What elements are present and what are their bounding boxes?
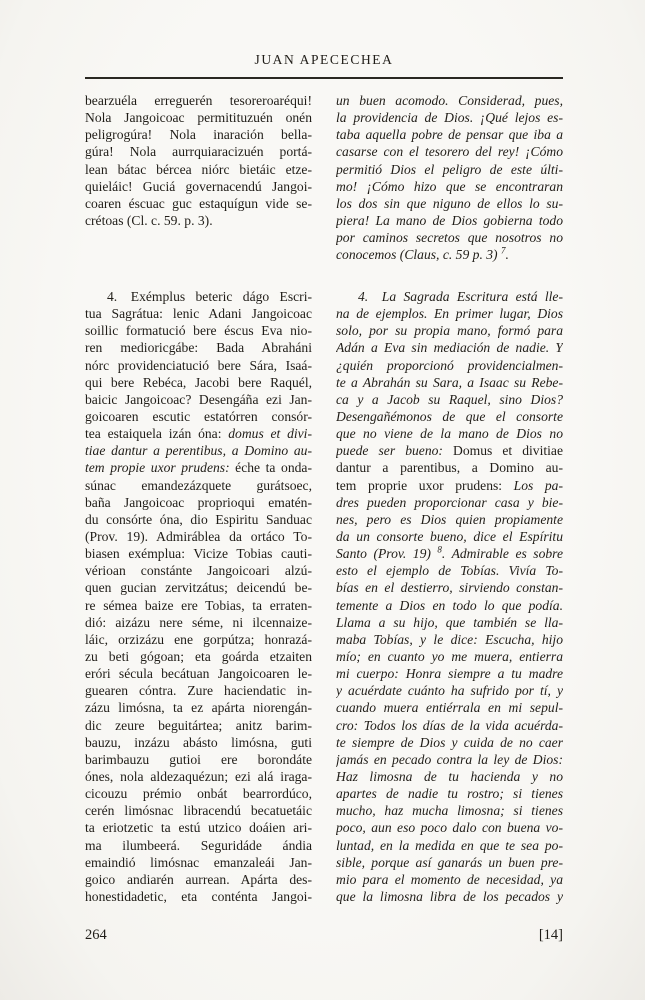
header-rule — [85, 77, 563, 79]
text-line: da un consorte bueno, dice el Espíritu — [336, 528, 563, 544]
paragraph-left-1 — [85, 92, 312, 288]
text-line: láic, orzizázu ene gorpútza; honrazá- — [85, 631, 312, 647]
text-line: ren medioricgábe: Bada Abraháni — [85, 340, 312, 356]
text-line: mo! ¡Cómo hizo que se encontraran — [336, 178, 563, 194]
text-line: los dos sin que niguno de ellos lo su- — [336, 195, 563, 211]
text-line: eróri sécula becátuan Jangoicoaren le- — [85, 666, 312, 682]
text-line: te siempre de Dios y cuida de no caer — [336, 734, 563, 750]
text-line: cuando muera entiérrala en mi sepul- — [336, 700, 563, 716]
text-line: Nola Jangoicoac permitituzuén onén — [85, 110, 312, 126]
text-line: (Prov. 19). Admiráblea da ortáco To- — [85, 528, 312, 544]
text-line: tiae dantur a perentibus, a Domino au- — [85, 443, 312, 459]
text-line: dió: aizázu nere séme, ni ilcennaize- — [85, 614, 312, 630]
text-line: coaren éscuac guc estaquígun vide se- — [85, 195, 312, 211]
text-line: mío; en cuanto yo me muera, entierra — [336, 648, 563, 664]
text-line: conocemos (Claus, c. 59 p. 3) $^7$. — [336, 246, 509, 263]
text-line: crétoas (Cl. c. 59. p. 3). — [85, 212, 213, 228]
page-header: JUAN APECECHEA — [254, 52, 394, 67]
text-line: piera! La mano de Dios gobierna todo — [336, 212, 563, 228]
text-line: re sémea baize ere Tobias, ta erraten- — [85, 597, 312, 613]
text-line: 4. Exémplus beteric dágo Escri- — [107, 289, 312, 304]
text-line: goicoaren escutic estatórren consór- — [85, 408, 312, 424]
footer-bracket-number: [14] — [538, 927, 563, 943]
text-line: súnac emandezázquete gurátsoec, — [85, 477, 312, 493]
text-line: taba aquella pobre de pensar que iba a — [336, 127, 563, 143]
text-line: que no viene de la mano de Dios no — [336, 426, 563, 442]
text-line: soillic formatució bere éscus Eva nio- — [85, 323, 312, 339]
text-line: du consórte óna, dio Espiritu Sanduac — [85, 511, 312, 527]
text-line: vérioan constánte Jangoicoari alzú- — [85, 563, 312, 579]
text-line: lean bátac bércea niórc bietáic etze- — [85, 161, 312, 177]
text-line: gúra! Nola aurrquiaracizuén portá- — [85, 144, 312, 160]
text-line: la providencia de Dios. ¡Qué lejos es- — [336, 110, 563, 126]
text-line: dantur a parentibus, a Domino au- — [336, 460, 563, 476]
text-line: Llama a su hijo, que también se lla- — [336, 614, 563, 630]
text-line: bearzuéla erreguerén tesoreroaréqui! — [85, 93, 312, 108]
text-line: esto el ejemplo de Tobías. Vivía To- — [336, 563, 563, 579]
text-line: Adán a Eva sin mediación de nadie. Y — [336, 340, 563, 356]
text-line: y acuérdate cuánto ha sufrido por tí, y — [336, 683, 563, 699]
text-line: tua Sagrátua: lenic Adani Jangoicoac — [85, 306, 312, 322]
text-line: qui bere Rebéca, Jacobi bere Raquél, — [85, 374, 312, 390]
text-line: Haz limosna de tu hacienda y no — [336, 768, 563, 784]
text-line: peligrogúra! Nola inaración bella- — [85, 127, 312, 143]
text-line: casarse con el tesorero del rey! ¡Cómo — [336, 144, 563, 160]
text-line: sible, porque así ganarás un buen pre- — [336, 854, 563, 870]
text-line: mio para el momento de necesidad, ya — [336, 871, 563, 887]
text-line: Santo (Prov. 19) $^8$. Admirable es sobre — [336, 545, 563, 562]
text-line: mucho, haz mucha limosna; si tienes — [336, 803, 563, 819]
text-line: quen gucian zervitzátus; deicendú be- — [85, 580, 312, 596]
text-line: zázu limósna, ta ez apárta niorengán- — [85, 700, 312, 716]
text-line: quieláic! Guciá governacendú Jangoi- — [85, 178, 312, 194]
text-line: poco, aun eso poco dalo con buena vo- — [336, 820, 563, 836]
text-line: apartes de nadie tu rostro; si tienes — [336, 786, 563, 802]
text-line: dic zeure beguitártea; anitz barim- — [85, 717, 312, 733]
text-line: Desengañémonos de que el consorte — [336, 408, 563, 424]
text-line: tea estaiquela izán óna: domus et divi- — [85, 426, 312, 442]
text-line: nórc providenciatució bere Sára, Isaá- — [85, 357, 312, 373]
text-line: ¿quién proporcionó providencialmen- — [336, 357, 563, 373]
text-line: ma ilumbeerá. Seguridáde ándia — [85, 837, 312, 853]
text-line: 4. La Sagrada Escritura está lle- — [358, 289, 563, 304]
text-line: tem propie uxor prudens: éche ta onda- — [85, 460, 312, 476]
text-line: puede ser bueno: Domus et divitiae — [336, 443, 563, 459]
paragraph-left-2 — [85, 288, 312, 905]
text-line: te a Abrahán su Sara, a Isaac su Rebe- — [336, 374, 563, 390]
text-line: ca y a Jacob su Raquel, sino Dios? — [336, 391, 563, 407]
text-line: cicouzu prémio onbát bearrordúco, — [85, 786, 312, 802]
text-line: guearen cóntra. Zure haciendatic in- — [85, 683, 312, 699]
text-columns — [85, 92, 563, 905]
text-line: zu beti gógoan; eta goárda etzaiten — [85, 648, 312, 664]
text-line: bauzu, inzázu abásto limósna, guti — [85, 734, 312, 750]
text-line: baña Jangoicoac proprioqui ematén- — [85, 494, 312, 510]
page-footer — [85, 927, 563, 944]
text-line: nes, pero es Dios quien propiamente — [336, 511, 563, 527]
column-right — [336, 92, 563, 905]
text-line: baicic Jangoicoac? Desengáña ezi Jan- — [85, 391, 312, 407]
text-line: luntad, en la medida en que te sea po- — [336, 837, 563, 853]
text-line: goico andiarén aurrean. Apárta des- — [85, 871, 312, 887]
text-line: jamás en pecado contra la ley de Dios: — [336, 751, 563, 767]
text-line: bías en el destierro, sirviendo constan- — [336, 580, 563, 596]
text-line: ta eriotzetic ta estú utzico doáien ari- — [85, 820, 312, 836]
text-line: temente a Dios en todo lo que podía. — [336, 597, 563, 613]
text-line: solo, por su propia mano, formó para — [336, 323, 563, 339]
footer-page-number: 264 — [85, 927, 107, 943]
paragraph-right-1 — [336, 92, 563, 288]
paragraph-right-2 — [336, 288, 563, 905]
text-line: permitió Dios el peligro de este últi- — [336, 161, 563, 177]
text-line: tem proprie uxor prudens: Los pa- — [336, 477, 563, 493]
text-line: ónes, nola aldezaquézun; ezi alá iraga- — [85, 768, 312, 784]
text-line: dres pueden proporcionar casa y bie- — [336, 494, 563, 510]
text-line: na de ejemplos. En primer lugar, Dios — [336, 306, 563, 322]
text-line: emaindió limósnac emanzaleái Jan- — [85, 854, 312, 870]
text-line: que la limosna libra de los pecados y — [336, 888, 563, 904]
text-line: mi cuerpo: Honra siempre a tu madre — [336, 666, 563, 682]
text-line: cerén limósnac libracendú becatuetáic — [85, 803, 312, 819]
text-line: maba Tobías, y le dice: Escucha, hijo — [336, 631, 563, 647]
text-line: honestidadetic, eta conténta Jangoi- — [85, 888, 312, 904]
text-line: un buen acomodo. Considerad, pues, — [336, 93, 563, 108]
text-line: por caminos secretos que nosotros no — [336, 230, 563, 246]
column-left — [85, 92, 312, 905]
text-line: barimbauzu gutioi ere borondáte — [85, 751, 312, 767]
text-line: cro: Todos los días de la vida acuérda- — [336, 717, 563, 733]
text-line: biasen exémplua: Vicize Tobias cauti- — [85, 546, 312, 562]
